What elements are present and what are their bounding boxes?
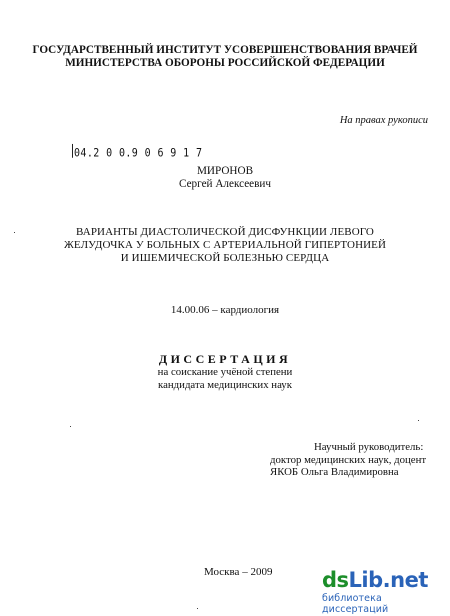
specialty: 14.00.06 – кардиология — [170, 304, 280, 316]
title-line-3: И ИШЕМИЧЕСКОЙ БОЛЕЗНЬЮ СЕРДЦА — [120, 252, 330, 264]
title-line-1: ВАРИАНТЫ ДИАСТОЛИЧЕСКОЙ ДИСФУНКЦИИ ЛЕВОГО — [76, 226, 374, 238]
institute-header — [0, 44, 450, 70]
scan-speck — [418, 420, 419, 421]
advisor-block — [270, 441, 426, 479]
dslib-logo: dsLib.net — [322, 568, 428, 592]
author-name: Сергей Алексеевич — [178, 178, 272, 190]
scan-speck — [70, 426, 71, 427]
scan-speck — [14, 232, 15, 233]
degree-block — [0, 366, 450, 391]
advisor-label: Научный руководитель: — [314, 441, 424, 453]
institute-line-2: МИНИСТЕРСТВА ОБОРОНЫ РОССИЙСКОЙ ФЕДЕРАЦИИ — [65, 57, 385, 69]
author-block — [0, 165, 450, 191]
dslib-watermark[interactable] — [322, 568, 448, 616]
degree-line-2: кандидата медицинских наук — [158, 378, 292, 391]
stamp-bar — [72, 144, 73, 158]
scan-speck — [197, 608, 198, 609]
author-surname: МИРОНОВ — [196, 165, 254, 177]
registration-number-text: 04.2 0 0.9 0 6 9 1 7 — [74, 147, 203, 161]
advisor-degree: доктор медицинских наук, доцент — [270, 453, 427, 466]
dissertation-title — [0, 226, 450, 265]
dissertation-label: ДИССЕРТАЦИЯ — [158, 352, 292, 366]
degree-line-1: на соискание учёной степени — [157, 366, 293, 378]
dslib-subtitle: библиотека диссертаций — [322, 593, 389, 615]
rights-note: На правах рукописи — [339, 115, 428, 126]
institute-line-1: ГОСУДАРСТВЕННЫЙ ИНСТИТУТ УСОВЕРШЕНСТВОВАНИЯ ВРАЧЕЙ — [32, 44, 418, 56]
registration-number — [72, 144, 202, 160]
city-year: Москва – 2009 — [204, 566, 273, 578]
title-line-2: ЖЕЛУДОЧКА У БОЛЬНЫХ С АРТЕРИАЛЬНОЙ ГИПЕРТОНИЕЙ — [63, 239, 387, 251]
advisor-name: ЯКОБ Ольга Владимировна — [270, 466, 399, 478]
